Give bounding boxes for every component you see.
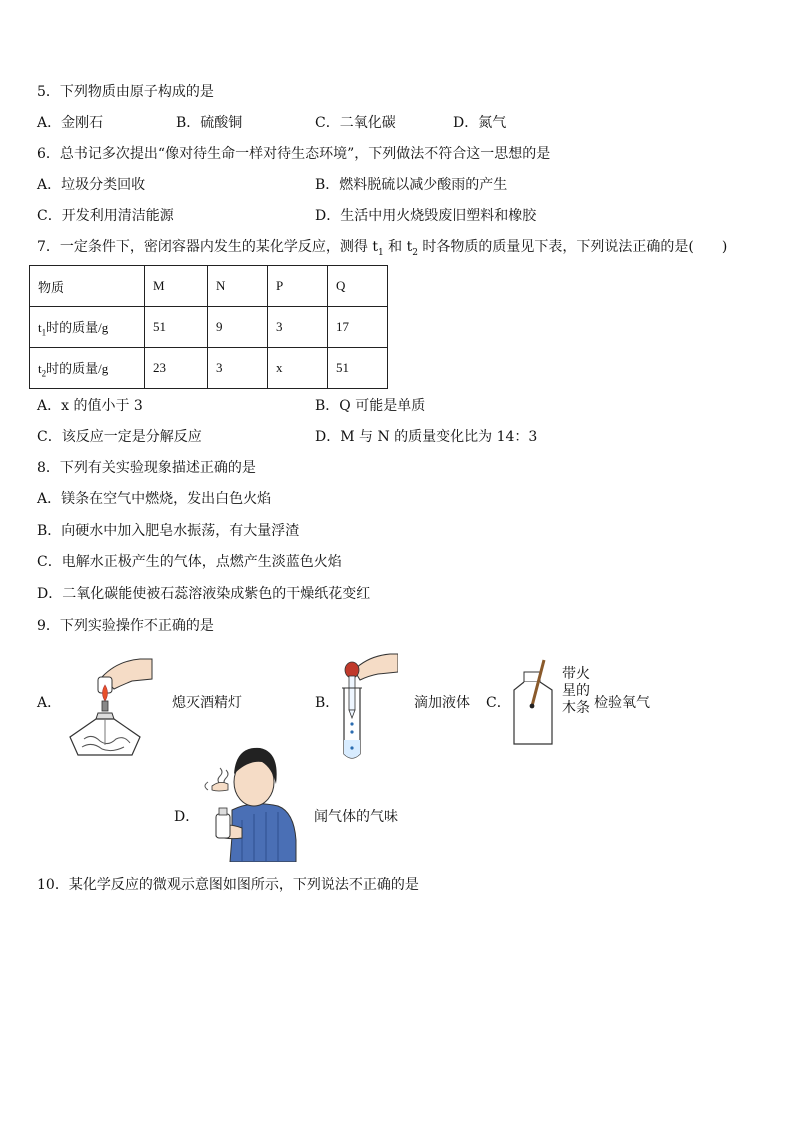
- q5-option-d[interactable]: D．氮气: [453, 115, 507, 131]
- splint-label-line: 带火: [562, 666, 590, 682]
- table-header-cell: M: [145, 266, 208, 307]
- q7-option-c[interactable]: C．该反应一定是分解反应: [37, 429, 202, 445]
- table-row: [30, 266, 388, 307]
- q8-option-a[interactable]: A．镁条在空气中燃烧，发出白色火焰: [37, 491, 272, 507]
- q10-stem: 10．某化学反应的微观示意图如图所示，下列说法不正确的是: [37, 877, 419, 893]
- table-cell: 3: [268, 307, 328, 348]
- splint-label-line: 星的: [562, 683, 590, 699]
- table-header-cell: P: [268, 266, 328, 307]
- alcohol-lamp-figure: [62, 655, 154, 763]
- gas-bottle-splint-figure: [510, 656, 556, 748]
- q8-stem: 8．下列有关实验现象描述正确的是: [37, 460, 256, 476]
- table-cell: 3: [208, 348, 268, 389]
- dropper-figure: [332, 652, 398, 764]
- q7-option-d[interactable]: D．M 与 N 的质量变化比为 14：3: [315, 429, 538, 445]
- q7-mass-table: [29, 265, 388, 389]
- table-header-cell: Q: [328, 266, 388, 307]
- q7-option-a[interactable]: A．x 的值小于 3: [37, 398, 143, 414]
- table-cell: 23: [145, 348, 208, 389]
- q5-option-c[interactable]: C．二氧化碳: [315, 115, 396, 131]
- q6-option-c[interactable]: C．开发利用清洁能源: [37, 208, 174, 224]
- q9-option-b-letter[interactable]: B．: [315, 695, 340, 711]
- q9-option-c-splint-label: [562, 666, 590, 717]
- q9-option-a-letter[interactable]: A．: [37, 695, 62, 711]
- q7-stem: 7．一定条件下，密闭容器内发生的某化学反应，测得 $t_1$ 和 $t_2$ 时各物质的质量见下表，下列说法正确的是( ): [37, 239, 728, 258]
- table-cell: 17: [328, 307, 388, 348]
- q9-option-d-letter[interactable]: D．: [174, 809, 200, 825]
- q6-option-a[interactable]: A．垃圾分类回收: [37, 177, 146, 193]
- q8-option-b[interactable]: B．向硬水中加入肥皂水振荡，有大量浮渣: [37, 523, 300, 539]
- q8-option-d[interactable]: D．二氧化碳能使被石蕊溶液染成紫色的干燥纸花变红: [37, 586, 371, 602]
- q5-stem: 5．下列物质由原子构成的是: [37, 84, 214, 100]
- table-row-label: $t_1$时的质量/g: [30, 307, 145, 348]
- table-row: [30, 307, 388, 348]
- table-header-cell: 物质: [30, 266, 145, 307]
- table-cell: 9: [208, 307, 268, 348]
- q9-option-d-caption: 闻气体的气味: [314, 809, 398, 825]
- table-cell: 51: [328, 348, 388, 389]
- splint-label-line: 木条: [562, 700, 590, 716]
- table-row: [30, 348, 388, 389]
- q9-option-c-letter[interactable]: C．: [486, 695, 511, 711]
- q6-stem: 6．总书记多次提出“像对待生命一样对待生态环境”，下列做法不符合这一思想的是: [37, 146, 551, 162]
- q6-option-b[interactable]: B．燃料脱硫以减少酸雨的产生: [315, 177, 508, 193]
- q7-option-b[interactable]: B．Q 可能是单质: [315, 398, 426, 414]
- table-row-label: $t_2$时的质量/g: [30, 348, 145, 389]
- q9-stem: 9．下列实验操作不正确的是: [37, 618, 214, 634]
- q8-option-c[interactable]: C．电解水正极产生的气体，点燃产生淡蓝色火焰: [37, 554, 342, 570]
- q6-option-d[interactable]: D．生活中用火烧毁废旧塑料和橡胶: [315, 208, 537, 224]
- table-cell: 51: [145, 307, 208, 348]
- q9-option-a-caption: 熄灭酒精灯: [172, 695, 242, 711]
- table-header-cell: N: [208, 266, 268, 307]
- table-cell: x: [268, 348, 328, 389]
- q5-option-b[interactable]: B．硫酸铜: [176, 115, 243, 131]
- q9-option-c-caption: 检验氧气: [594, 695, 650, 711]
- q9-option-b-caption: 滴加液体: [414, 695, 470, 711]
- q5-option-a[interactable]: A．金刚石: [37, 115, 104, 131]
- smelling-gas-figure: [202, 740, 298, 862]
